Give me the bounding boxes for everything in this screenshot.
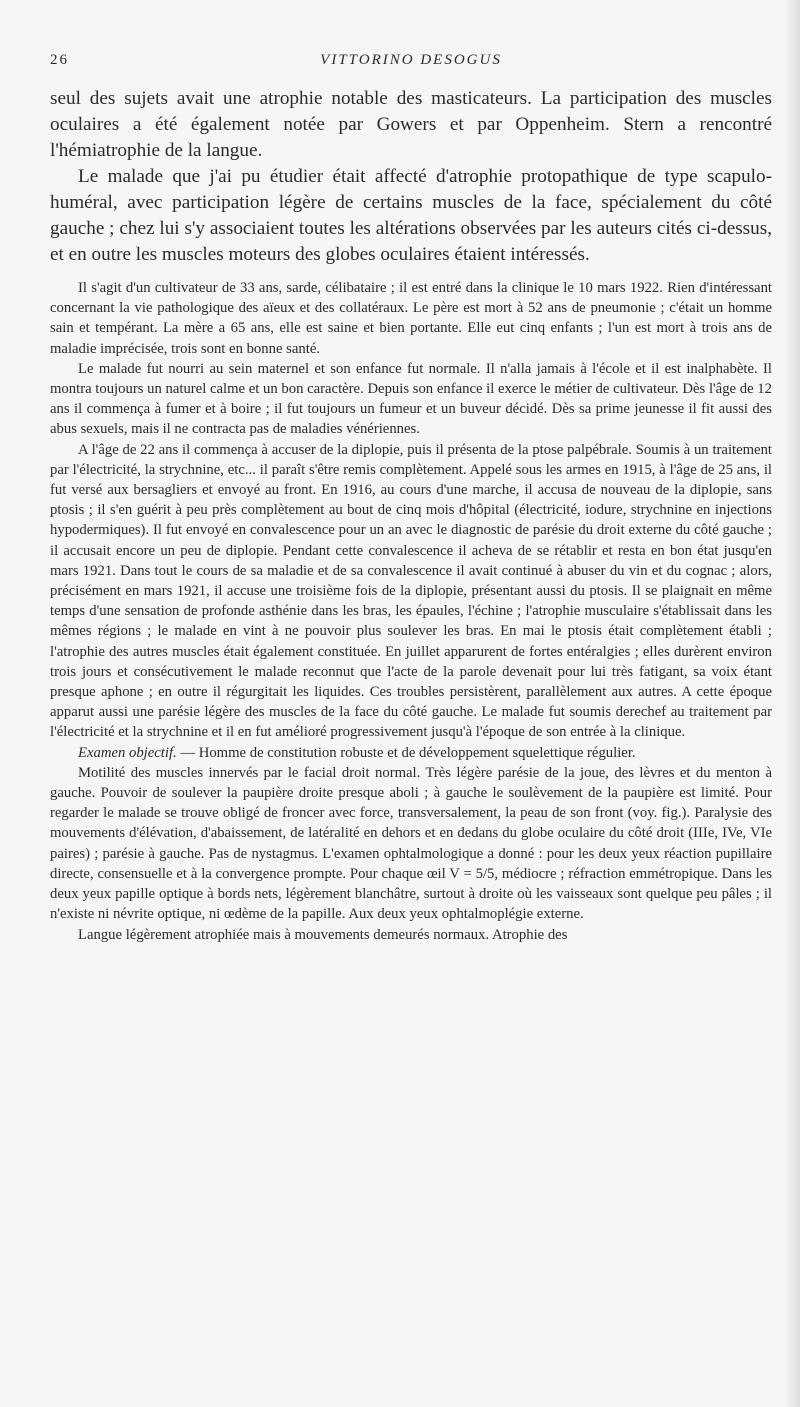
case-paragraph: Le malade fut nourri au sein maternel et son enfance fut normale. Il n'alla jamais à l'école et il est inalphabète. Il montra toujours un naturel calme et un bon caractère. Depuis son enfance il exerce le métier de cultivateur. Dès l'âge de 12 ans il commença à fumer et à boire ; il fut toujours un fumeur et un buveur décidé. Dès sa prime jeunesse il fit aussi des abus sexuels, mais il ne contracta pas de maladies vénériennes. xyxy=(50,360,772,438)
page-binding-shadow xyxy=(784,0,800,1407)
page-number: 26 xyxy=(50,52,69,68)
running-title: VITTORINO DESOGUS xyxy=(320,52,502,68)
exam-label: Examen objectif. xyxy=(78,744,177,761)
document-page xyxy=(50,0,772,945)
exam-paragraph: Motilité des muscles innervés par le facial droit normal. Très légère parésie de la joue, des lèvres et du menton à gauche. Pouvoir de soulever la paupière droite presque aboli ; à gauche le soulèvement de la paupière est limité. Pour regarder le malade se trouve obligé de froncer avec force, transversalement, la peau de son front (voy. fig.). Paralysie des mouvements d'élévation, d'abaissement, de latéralité en dehors et en dedans du globe oculaire du côté droit (IIIe, IVe, VIe paires) ; parésie à gauche. Pas de nystagmus. L'examen ophtalmologique a donné : pour les deux yeux réaction pupillaire directe, consensuelle et à la convergence prompte. Pour chaque œil V = 5/5, médiocre ; réfraction emmétropique. Dans les deux yeux papille optique à bords nets, légèrement blanchâtre, surtout à droite où les vaisseaux sont quelque peu pâles ; il n'existe ni névrite optique, ni œdème de la papille. Aux deux yeux ophtalmoplégie externe. xyxy=(50,764,772,923)
case-paragraph: Il s'agit d'un cultivateur de 33 ans, sarde, célibataire ; il est entré dans la clinique le 10 mars 1922. Rien d'intéressant concernant la vie pathologique des aïeux et des collatéraux. Le père est mort à 52 ans de pneumonie ; c'était un homme sain et tempérant. La mère a 65 ans, elle est saine et bien portante. Elle eut cinq enfants ; l'un est mort à trois ans de maladie imprécisée, trois sont en bonne santé. xyxy=(50,280,772,357)
intro-paragraph: seul des sujets avait une atrophie notable des masticateurs. La participation des muscles oculaires a été également notée par Gowers et par Oppenheim. Stern a rencontré l'hémiatrophie de la langue. xyxy=(50,88,772,161)
intro-text xyxy=(50,86,772,268)
intro-paragraph: Le malade que j'ai pu étudier était affecté d'atrophie protopathique de type scapulo-huméral, avec participation légère de certains muscles de la face, spécialement du côté gauche ; chez lui s'y associaient toutes les altérations observées par les auteurs cités ci-dessus, et en outre les muscles moteurs des globes oculaires étaient intéressés. xyxy=(50,166,772,265)
exam-paragraph xyxy=(50,743,772,763)
case-paragraph: A l'âge de 22 ans il commença à accuser de la diplopie, puis il présenta de la ptose palpébrale. Soumis à un traitement par l'électricité, la strychnine, etc... il paraît s'être remis complètement. Appelé sous les armes en 1915, à l'âge de 25 ans, il fut versé aux bersagliers et envoyé au front. En 1916, au cours d'une marche, il accusa de nouveau de la diplopie, sans ptosis ; il s'en guérit à peu près complètement au bout de cinq mois d'hôpital (électricité, iodure, strychnine en injections hypodermiques). Il fut envoyé en convalescence pour un an avec le diagnostic de parésie du droit externe du côté gauche ; il accusait encore un peu de diplopie. Pendant cette convalescence il acheva de se rétablir et resta en bon état jusqu'en mars 1921. Dans tout le cours de sa maladie et de sa convalescence il avait continué à abuser du vin et du cognac ; alors, précisément en mars 1921, il accuse une troisième fois de la diplopie, présentant aussi du ptosis. Il se plaignait en même temps d'une sensation de profonde asthénie dans les bras, les épaules, l'échine ; l'atrophie musculaire s'établissait dans les mêmes régions ; le malade en vint à ne pouvoir plus soulever les bras. En mai le ptosis était complètement établi ; l'atrophie des autres muscles était également constituée. En juillet apparurent de fortes entéralgies ; elles durèrent environ trois jours et consécutivement le malade reconnut que l'acte de la parole devenait pour lui très fatigant, sa voix étant presque aphone ; en outre il régurgitait les liquides. Ces troubles persistèrent, parallèlement aux autres. A cette époque apparut aussi une parésie légère des muscles de la face du côté gauche. Le malade fut soumis derechef au traitement par l'électricité et la strychnine et il en fut amélioré progressivement jusqu'à l'époque de son entrée à la clinique. xyxy=(50,441,772,741)
exam-intro-text: — Homme de constitution robuste et de développement squelettique régulier. xyxy=(176,744,636,761)
running-head xyxy=(50,52,772,86)
case-report xyxy=(50,278,772,945)
exam-paragraph: Langue légèrement atrophiée mais à mouvements demeurés normaux. Atrophie des xyxy=(78,926,568,943)
